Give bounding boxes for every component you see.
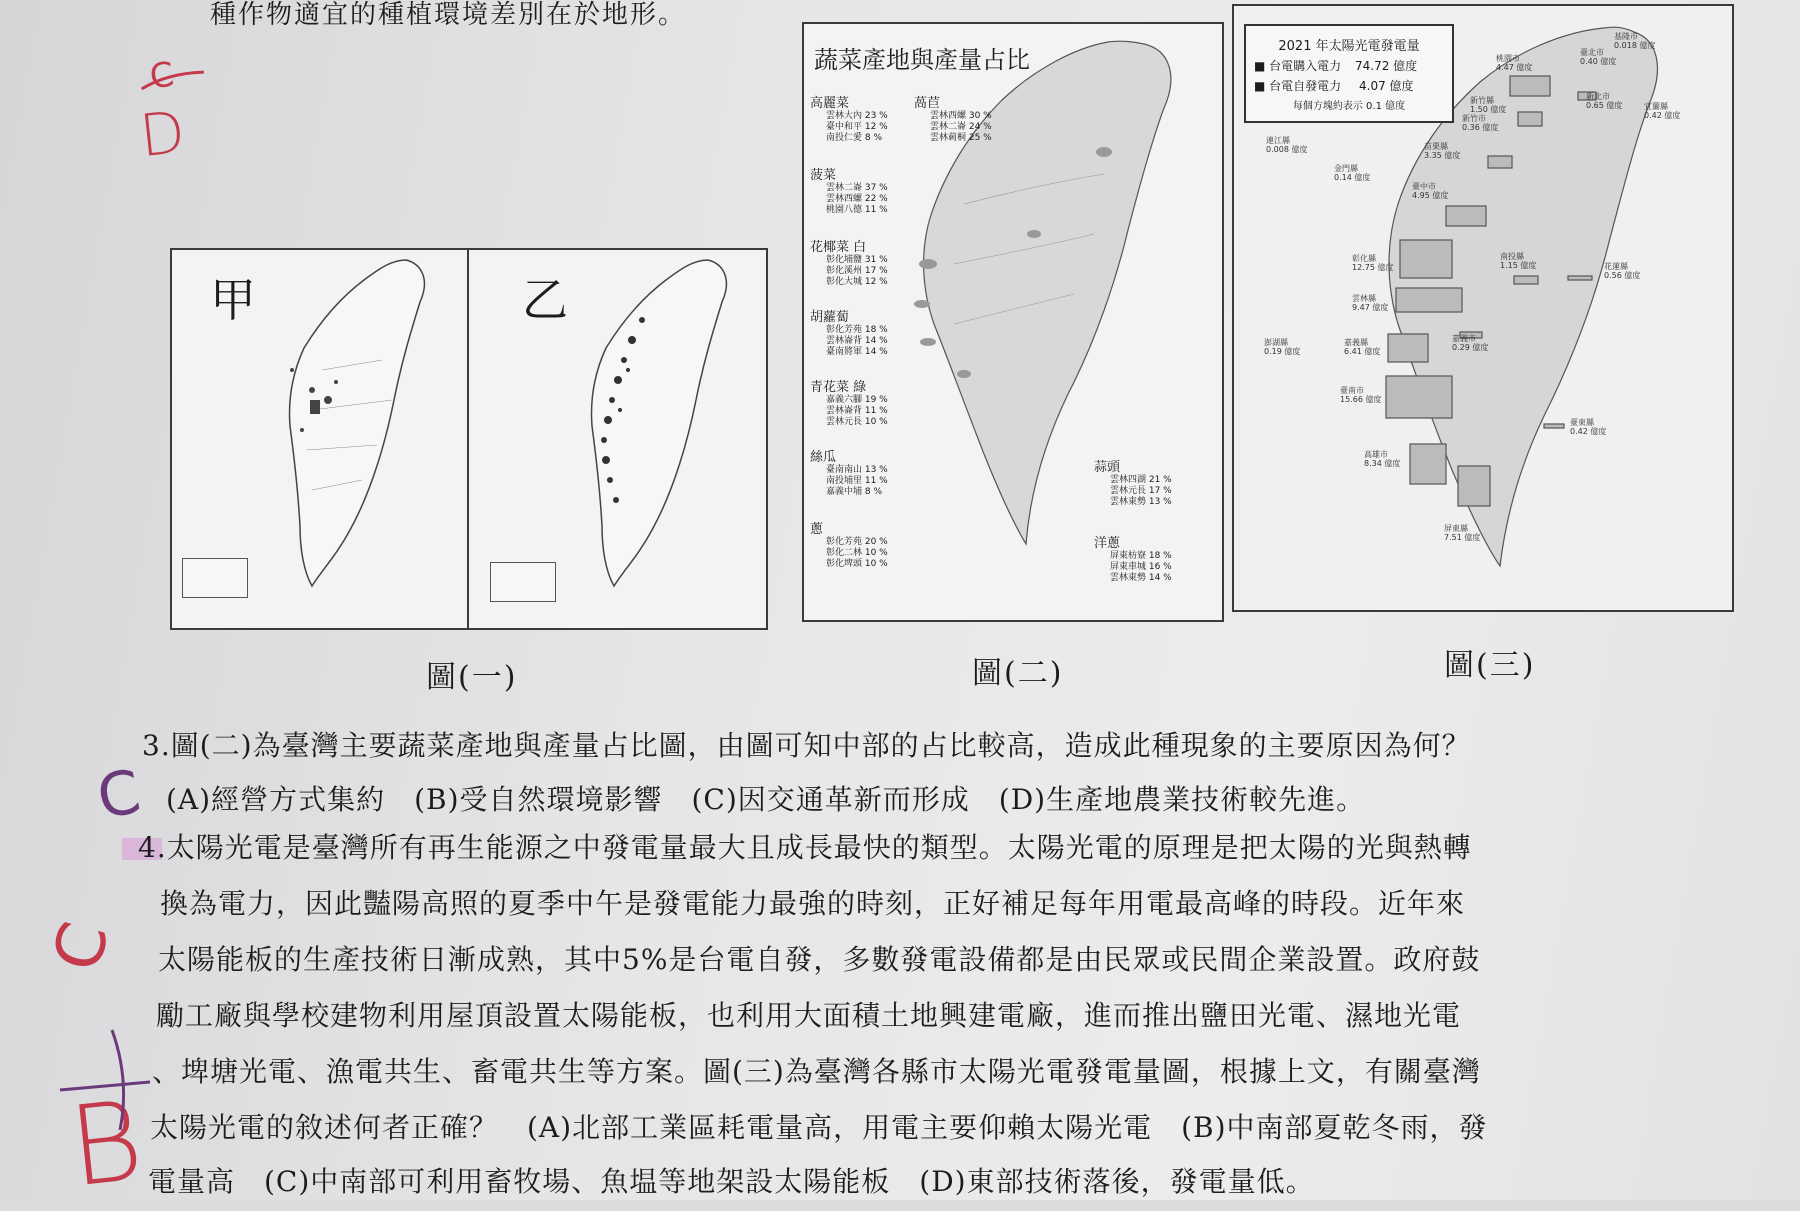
county-label: 連江縣 0.008 億度 [1266, 136, 1308, 154]
figure1-left-legend [182, 558, 248, 598]
veg-item: 花椰菜 白 彰化埔鹽 31 % 彰化溪州 17 % 彰化大城 12 % [810, 240, 888, 287]
veg-item: 洋蔥 屏東枋寮 18 % 屏東車城 16 % 雲林東勢 14 % [1094, 536, 1172, 583]
veg-item: 絲瓜 臺南南山 13 % 南投埔里 11 % 嘉義中埔 8 % [810, 450, 888, 497]
county-label: 金門縣 0.14 億度 [1334, 164, 1371, 182]
veg-item: 菠菜 雲林二崙 37 % 雲林西螺 22 % 桃園八德 11 % [810, 168, 888, 215]
question4-line: 太陽光電的敘述何者正確？ (A)北部工業區耗電量高，用電主要仰賴太陽光電 (B)中南部夏乾冬雨，發 [150, 1111, 1488, 1144]
county-label: 臺中市 4.95 億度 [1412, 182, 1449, 200]
county-label: 彰化縣 12.75 億度 [1352, 254, 1394, 272]
figure3-legend [1244, 24, 1454, 123]
question4-line: 太陽能板的生產技術日漸成熟，其中5%是台電自發，多數發電設備都是由民眾或民間企業設置。政府鼓 [158, 943, 1481, 976]
veg-item: 蔥 彰化芳苑 20 % 彰化二林 10 % 彰化埤頭 10 % [810, 522, 888, 569]
legend-self: ■ 台電自發電力 4.07 億度 [1254, 79, 1414, 93]
county-label: 新竹縣 1.50 億度 [1470, 96, 1507, 114]
veg-item: 蒜頭 雲林四湖 21 % 雲林元長 17 % 雲林東勢 13 % [1094, 460, 1172, 507]
handwritten-answer-top: D [136, 97, 189, 171]
county-label: 基隆市 0.018 億度 [1614, 32, 1656, 50]
question4-line: 、埤塘光電、漁電共生、畜電共生等方案。圖(三)為臺灣各縣市太陽光電發電量圖，根據上文，有關臺灣 [152, 1055, 1481, 1088]
handwritten-crossed-answer: C [147, 55, 176, 98]
handwritten-answer-q4-b: B [63, 1076, 149, 1211]
county-label: 嘉義縣 6.41 億度 [1344, 338, 1381, 356]
figure1-caption: 圖(一) [426, 660, 518, 695]
question4-line: 電量高 (C)中南部可利用畜牧場、魚塭等地架設太陽能板 (D)東部技術落後，發電量低。 [148, 1165, 1315, 1198]
square-icon: ■ [1254, 59, 1266, 73]
county-label: 澎湖縣 0.19 億度 [1264, 338, 1301, 356]
county-label: 南投縣 1.15 億度 [1500, 252, 1537, 270]
county-label: 雲林縣 9.47 億度 [1352, 294, 1389, 312]
handwritten-stroke-mark [50, 1020, 160, 1140]
square-icon: ■ [1254, 79, 1266, 93]
figure2-vegetable-map [802, 22, 1224, 622]
county-label: 苗栗縣 3.35 億度 [1424, 142, 1461, 160]
figure2-title: 蔬菜產地與產量占比 [814, 46, 1030, 74]
figure1-taiwan-outlines [172, 250, 766, 628]
taiwan-map-left [290, 260, 425, 586]
figure3-legend-note: 每個方塊約表示 0.1 億度 [1292, 101, 1406, 112]
county-label: 臺北市 0.40 億度 [1580, 48, 1617, 66]
question4-line: 換為電力，因此豔陽高照的夏季中午是發電能力最強的時刻，正好補足每年用電最高峰的時段。近年來 [160, 887, 1466, 920]
county-label: 花蓮縣 0.56 億度 [1604, 262, 1641, 280]
figure2-caption: 圖(二) [972, 656, 1064, 691]
figure3-solar-map [1232, 4, 1734, 612]
figure1-maps [170, 248, 768, 630]
intro-line: 種作物適宜的種植環境差別在於地形。 [210, 0, 687, 30]
figure1-panel-right-label: 乙 [522, 273, 568, 327]
legend-purchase: ■ 台電購入電力 74.72 億度 [1254, 59, 1418, 73]
county-label: 嘉義市 0.29 億度 [1452, 334, 1489, 352]
handwritten-answer-q3: C [92, 756, 146, 834]
question3-options: (A)經營方式集約 (B)受自然環境影響 (C)因交通革新而形成 (D)生產地農業技術較先進。 [166, 783, 1366, 816]
handwritten-answer-q4-a: C [37, 914, 125, 979]
county-label: 宜蘭縣 0.42 億度 [1644, 102, 1681, 120]
county-label: 桃園市 4.47 億度 [1496, 54, 1533, 72]
taiwan-map-right [592, 260, 727, 586]
county-label: 新北市 0.65 億度 [1586, 92, 1623, 110]
question3-stem: 3.圖(二)為臺灣主要蔬菜產地與產量占比圖，由圖可知中部的占比較高，造成此種現象的主要原因為何？ [142, 729, 1471, 762]
county-label: 臺東縣 0.42 億度 [1570, 418, 1607, 436]
county-label: 臺南市 15.66 億度 [1340, 386, 1382, 404]
county-label: 新竹市 0.36 億度 [1462, 114, 1499, 132]
figure1-panel-left-label: 甲 [210, 273, 256, 327]
figure3-caption: 圖(三) [1444, 648, 1536, 683]
figure1-right-legend [490, 562, 556, 602]
veg-item: 青花菜 綠 嘉義六腳 19 % 雲林崙背 11 % 雲林元長 10 % [810, 380, 888, 427]
county-label: 屏東縣 7.51 億度 [1444, 524, 1481, 542]
figure3-title: 2021 年太陽光電發電量 [1278, 39, 1420, 54]
question4-line: 4.太陽光電是臺灣所有再生能源之中發電量最大且成長最快的類型。太陽光電的原理是把太陽的光與熱轉 [138, 831, 1472, 864]
county-label: 高雄市 8.34 億度 [1364, 450, 1401, 468]
veg-item: 胡蘿蔔 彰化芳苑 18 % 雲林崙背 14 % 臺南將軍 14 % [810, 310, 888, 357]
veg-item: 高麗菜 雲林大內 23 % 臺中和平 12 % 南投仁愛 8 % [810, 96, 888, 143]
veg-item: 萵苣 雲林西螺 30 % 雲林二崙 24 % 雲林莿桐 25 % [914, 96, 992, 143]
question4-line: 勵工廠與學校建物利用屋頂設置太陽能板，也利用大面積土地興建電廠，進而推出鹽田光電、濕地光電 [156, 999, 1462, 1032]
